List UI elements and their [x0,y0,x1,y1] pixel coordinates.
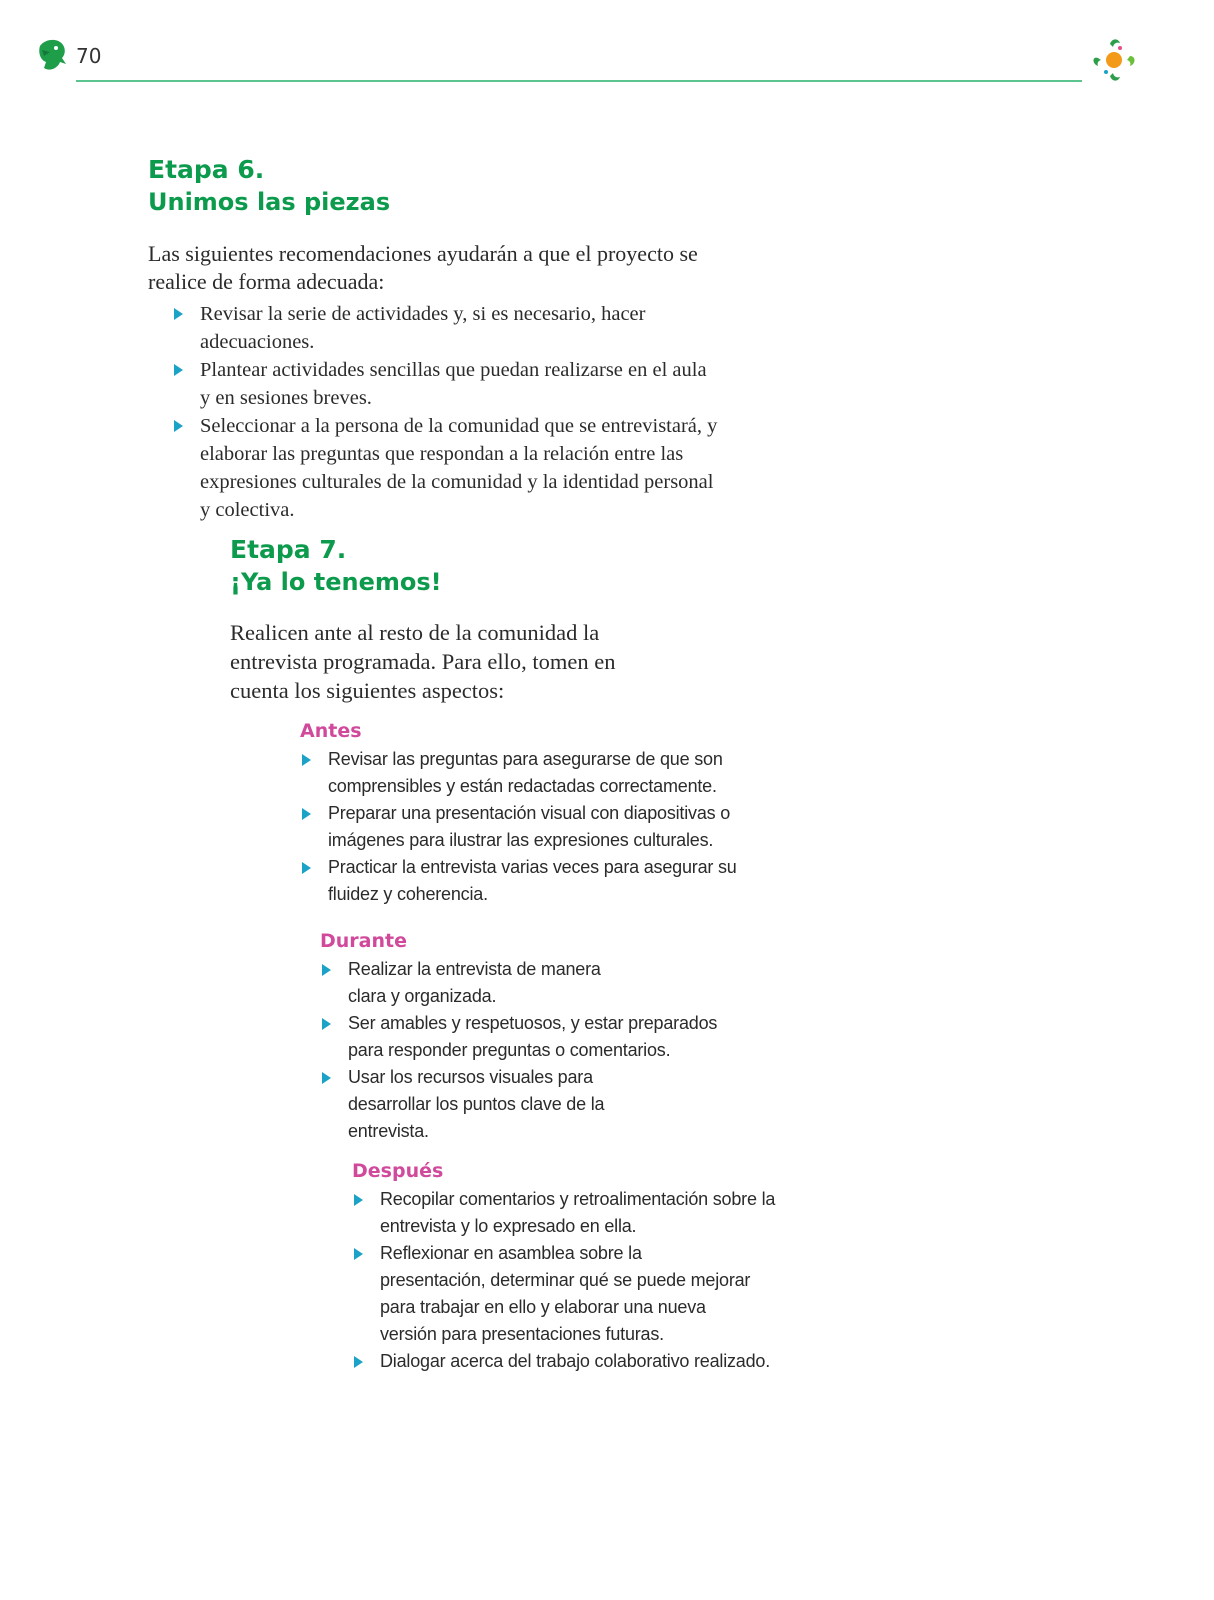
list-item: Seleccionar a la persona de la comunidad que se entrevistará, y elaborar las preguntas que respondan a la relación entre las expresiones culturales de la comunidad y la identidad personal y colectiva. [200,412,718,524]
list-item: Revisar la serie de actividades y, si es necesario, hacer adecuaciones. [200,300,718,356]
etapa7-intro: Realicen ante al resto de la comunidad la entrevista programada. Para ello, tomen en cuenta los siguientes aspectos: [230,620,616,703]
etapa6-title: Etapa 6. [148,155,265,184]
etapa7-subtitle: ¡Ya lo tenemos! [230,568,442,596]
etapa7-section [230,534,730,598]
bullet-arrow-icon [354,1356,363,1368]
list-item: Plantear actividades sencillas que puedan realizarse en el aula y en sesiones breves. [200,356,718,412]
list-item: Realizar la entrevista de manera clara y organizada. [348,956,720,1010]
despues-section [352,1158,792,1375]
bullet-arrow-icon [302,862,311,874]
header-rule [76,80,1082,82]
antes-section [300,718,740,908]
etapa7-title: Etapa 7. [230,535,347,564]
list-item: Reflexionar en asamblea sobre la presentación, determinar qué se puede mejorar para trabajar en ello y elaborar una nueva versión para presentaciones futuras. [380,1240,792,1348]
etapa7-intro-block [230,618,640,705]
despues-list [352,1186,792,1375]
antes-list [300,746,740,908]
bullet-arrow-icon [174,364,183,376]
durante-list [320,956,720,1145]
durante-heading: Durante [320,930,407,952]
durante-section [320,928,720,1145]
bullet-arrow-icon [302,754,311,766]
bullet-arrow-icon [174,420,183,432]
list-item: Revisar las preguntas para asegurarse de que son comprensibles y están redactadas correctamente. [328,746,740,800]
list-item: Practicar la entrevista varias veces para asegurar su fluidez y coherencia. [328,854,740,908]
etapa6-intro: Las siguientes recomendaciones ayudarán a que el proyecto se realice de forma adecuada: [148,241,698,294]
bullet-arrow-icon [354,1194,363,1206]
list-item: Dialogar acerca del trabajo colaborativo realizado. [380,1348,792,1375]
bullet-arrow-icon [174,308,183,320]
bullet-arrow-icon [354,1248,363,1260]
colorful-flower-logo-icon [1086,34,1142,86]
list-item: Preparar una presentación visual con diapositivas o imágenes para ilustrar las expresiones culturales. [328,800,740,854]
bullet-arrow-icon [302,808,311,820]
list-item: Usar los recursos visuales para desarrollar los puntos clave de la entrevista. [348,1064,720,1145]
etapa6-subtitle: Unimos las piezas [148,188,391,216]
despues-heading: Después [352,1160,444,1182]
page-number: 70 [76,44,102,68]
bullet-arrow-icon [322,1018,331,1030]
list-item: Recopilar comentarios y retroalimentación sobre la entrevista y lo expresado en ella. [380,1186,792,1240]
etapa6-body [148,240,718,524]
etapa6-section [148,154,748,218]
bullet-arrow-icon [322,1072,331,1084]
bullet-arrow-icon [322,964,331,976]
list-item: Ser amables y respetuosos, y estar preparados para responder preguntas o comentarios. [348,1010,720,1064]
etapa6-list [148,300,718,524]
antes-heading: Antes [300,720,362,742]
green-dragon-logo-icon [36,38,68,74]
